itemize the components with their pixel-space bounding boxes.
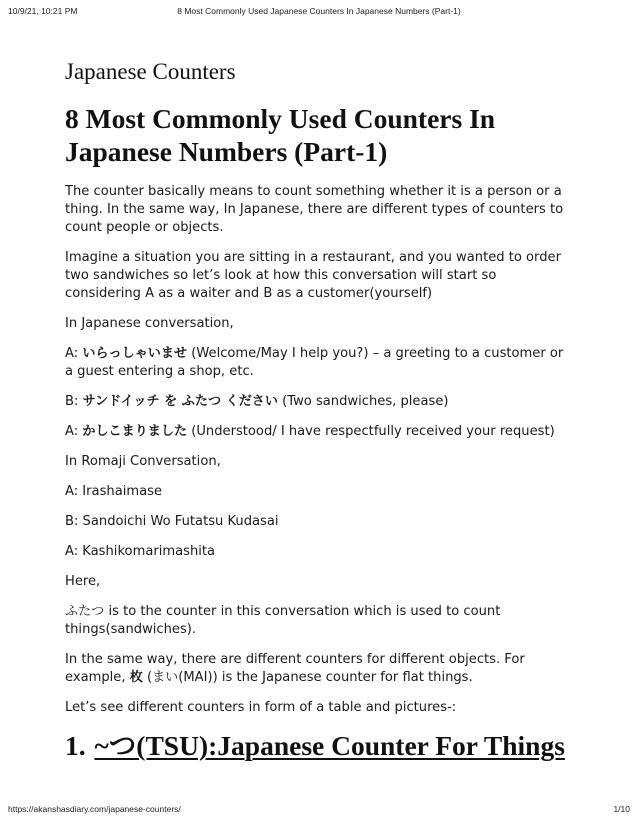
speaker-label: B: xyxy=(65,393,83,409)
japanese-phrase: いらっしゃいませ xyxy=(82,345,188,361)
romaji-line-3: A: Kashikomarimashita xyxy=(65,543,216,559)
mai-kanji: 枚 xyxy=(129,669,143,685)
print-date: 10/9/21, 10:21 PM xyxy=(8,6,78,16)
dialogue-line-1 xyxy=(65,345,575,381)
print-header xyxy=(8,6,630,20)
japanese-phrase: かしこまりました xyxy=(82,423,188,439)
section-heading-tsu xyxy=(65,729,575,762)
article-content xyxy=(65,58,575,762)
romaji-conversation-label: In Romaji Conversation, xyxy=(65,453,221,469)
counters-text-end: (まい(MAI)) is the Japanese counter for flat things. xyxy=(142,669,473,685)
japanese-conversation-label: In Japanese conversation, xyxy=(65,315,234,331)
section-link-tsu[interactable]: ~つ(TSU):Japanese Counter For Things xyxy=(94,729,565,761)
dialogue-line-3 xyxy=(65,423,575,441)
scenario-paragraph: Imagine a situation you are sitting in a restaurant, and you wanted to order two sandwiches so let’s look at how this conversation will start so considering A as a waiter and B as a customer(yourself) xyxy=(65,249,561,301)
table-intro-paragraph: Let’s see different counters in form of a table and pictures-: xyxy=(65,699,457,715)
page-url: https://akanshasdiary.com/japanese-counters/ xyxy=(8,804,181,814)
counters-paragraph xyxy=(65,651,575,687)
post-title: 8 Most Commonly Used Counters In Japanese Numbers (Part-1) xyxy=(65,102,496,168)
intro-paragraph: The counter basically means to count something whether it is a person or a thing. In the same way, In Japanese, there are different types of counters to count people or objects. xyxy=(65,183,564,235)
translation: (Two sandwiches, please) xyxy=(277,393,449,409)
counters-text-start: In the same way, there are different counters for different objects. For example, xyxy=(65,651,525,685)
romaji-line-1: A: Irashaimase xyxy=(65,483,163,499)
section-number: 1. xyxy=(65,729,86,761)
print-footer xyxy=(8,804,630,818)
speaker-label: A: xyxy=(65,345,83,361)
japanese-phrase: サンドイッチ を ふたつ ください xyxy=(82,393,278,409)
print-document-title: 8 Most Commonly Used Japanese Counters In Japanese Numbers (Part-1) xyxy=(177,6,461,16)
romaji-line-2: B: Sandoichi Wo Futatsu Kudasai xyxy=(65,513,279,529)
translation: (Understood/ I have respectfully received your request) xyxy=(187,423,555,439)
futatsu-paragraph: ふたつ is to the counter in this conversation which is used to count things(sandwiches). xyxy=(65,603,501,637)
site-title[interactable]: Japanese Counters xyxy=(65,59,236,84)
translation: (Welcome/May I help you?) – a greeting to a customer or a guest entering a shop, etc. xyxy=(65,345,564,379)
dialogue-line-2 xyxy=(65,393,575,411)
speaker-label: A: xyxy=(65,423,83,439)
here-paragraph: Here, xyxy=(65,573,101,589)
page-number: 1/10 xyxy=(613,804,630,814)
